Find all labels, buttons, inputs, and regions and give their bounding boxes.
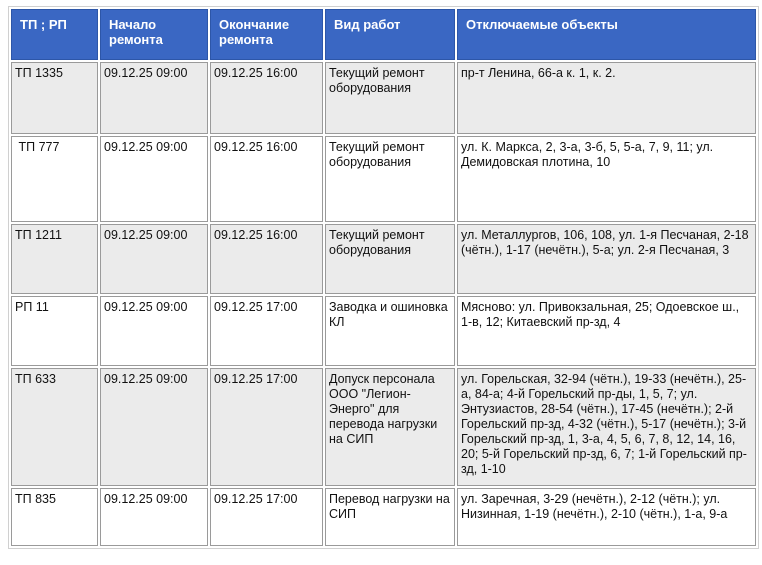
- outage-table: [8, 6, 759, 549]
- cell-objects: пр-т Ленина, 66-а к. 1, к. 2.: [457, 62, 756, 134]
- cell-work-type: Текущий ремонт оборудования: [325, 224, 455, 294]
- cell-work-type: Допуск персонала ООО "Легион-Энерго" для перевода нагрузки на СИП: [325, 368, 455, 486]
- cell-end: 09.12.25 17:00: [210, 488, 323, 546]
- cell-substation: ТП 1211: [11, 224, 98, 294]
- cell-substation: ТП 1335: [11, 62, 98, 134]
- cell-work-type: Перевод нагрузки на СИП: [325, 488, 455, 546]
- cell-start: 09.12.25 09:00: [100, 62, 208, 134]
- cell-objects: ул. Горельская, 32-94 (чётн.), 19-33 (нечётн.), 25-а, 84-а; 4-й Горельский пр-ды, 1, 5, 7; ул. Энтузиастов, 28-54 (чётн.), 17-45 (нечётн.); 2-й Горельский пр-зд, 4-32 (чётн.), 5-17 (нечётн.); 3-й Горельский пр-зд, 1, 3-а, 4, 5, 6, 7, 8, 12, 14, 16, 20; 5-й Горельский пр-зд, 6, 7; 1-й Горельский пр-зд, 1-10: [457, 368, 756, 486]
- cell-objects: ул. К. Маркса, 2, 3-а, 3-б, 5, 5-а, 7, 9, 11; ул. Демидовская плотина, 10: [457, 136, 756, 222]
- table-row: [11, 224, 756, 294]
- cell-work-type: Заводка и ошиновка КЛ: [325, 296, 455, 366]
- table-row: [11, 368, 756, 486]
- header-end: Окончание ремонта: [210, 9, 323, 60]
- header-start: Начало ремонта: [100, 9, 208, 60]
- table-row: [11, 136, 756, 222]
- cell-work-type: Текущий ремонт оборудования: [325, 62, 455, 134]
- table-row: [11, 296, 756, 366]
- cell-substation: ТП 835: [11, 488, 98, 546]
- cell-start: 09.12.25 09:00: [100, 368, 208, 486]
- cell-substation: РП 11: [11, 296, 98, 366]
- header-substation: ТП ; РП: [11, 9, 98, 60]
- cell-work-type: Текущий ремонт оборудования: [325, 136, 455, 222]
- cell-start: 09.12.25 09:00: [100, 136, 208, 222]
- cell-substation: ТП 633: [11, 368, 98, 486]
- cell-end: 09.12.25 16:00: [210, 62, 323, 134]
- cell-objects: Мясново: ул. Привокзальная, 25; Одоевское ш., 1-в, 12; Китаевский пр-зд, 4: [457, 296, 756, 366]
- cell-end: 09.12.25 16:00: [210, 136, 323, 222]
- cell-substation: ТП 777: [11, 136, 98, 222]
- table-row: [11, 488, 756, 546]
- cell-objects: ул. Металлургов, 106, 108, ул. 1-я Песчаная, 2-18 (чётн.), 1-17 (нечётн.), 5-а; ул. 2-я Песчаная, 3: [457, 224, 756, 294]
- cell-end: 09.12.25 17:00: [210, 368, 323, 486]
- cell-end: 09.12.25 17:00: [210, 296, 323, 366]
- cell-objects: ул. Заречная, 3-29 (нечётн.), 2-12 (чётн.); ул. Низинная, 1-19 (нечётн.), 2-10 (чётн.), 1-а, 9-а: [457, 488, 756, 546]
- header-objects: Отключаемые объекты: [457, 9, 756, 60]
- cell-start: 09.12.25 09:00: [100, 296, 208, 366]
- table-header-row: [11, 9, 756, 60]
- table-row: [11, 62, 756, 134]
- cell-start: 09.12.25 09:00: [100, 488, 208, 546]
- cell-end: 09.12.25 16:00: [210, 224, 323, 294]
- cell-start: 09.12.25 09:00: [100, 224, 208, 294]
- header-work-type: Вид работ: [325, 9, 455, 60]
